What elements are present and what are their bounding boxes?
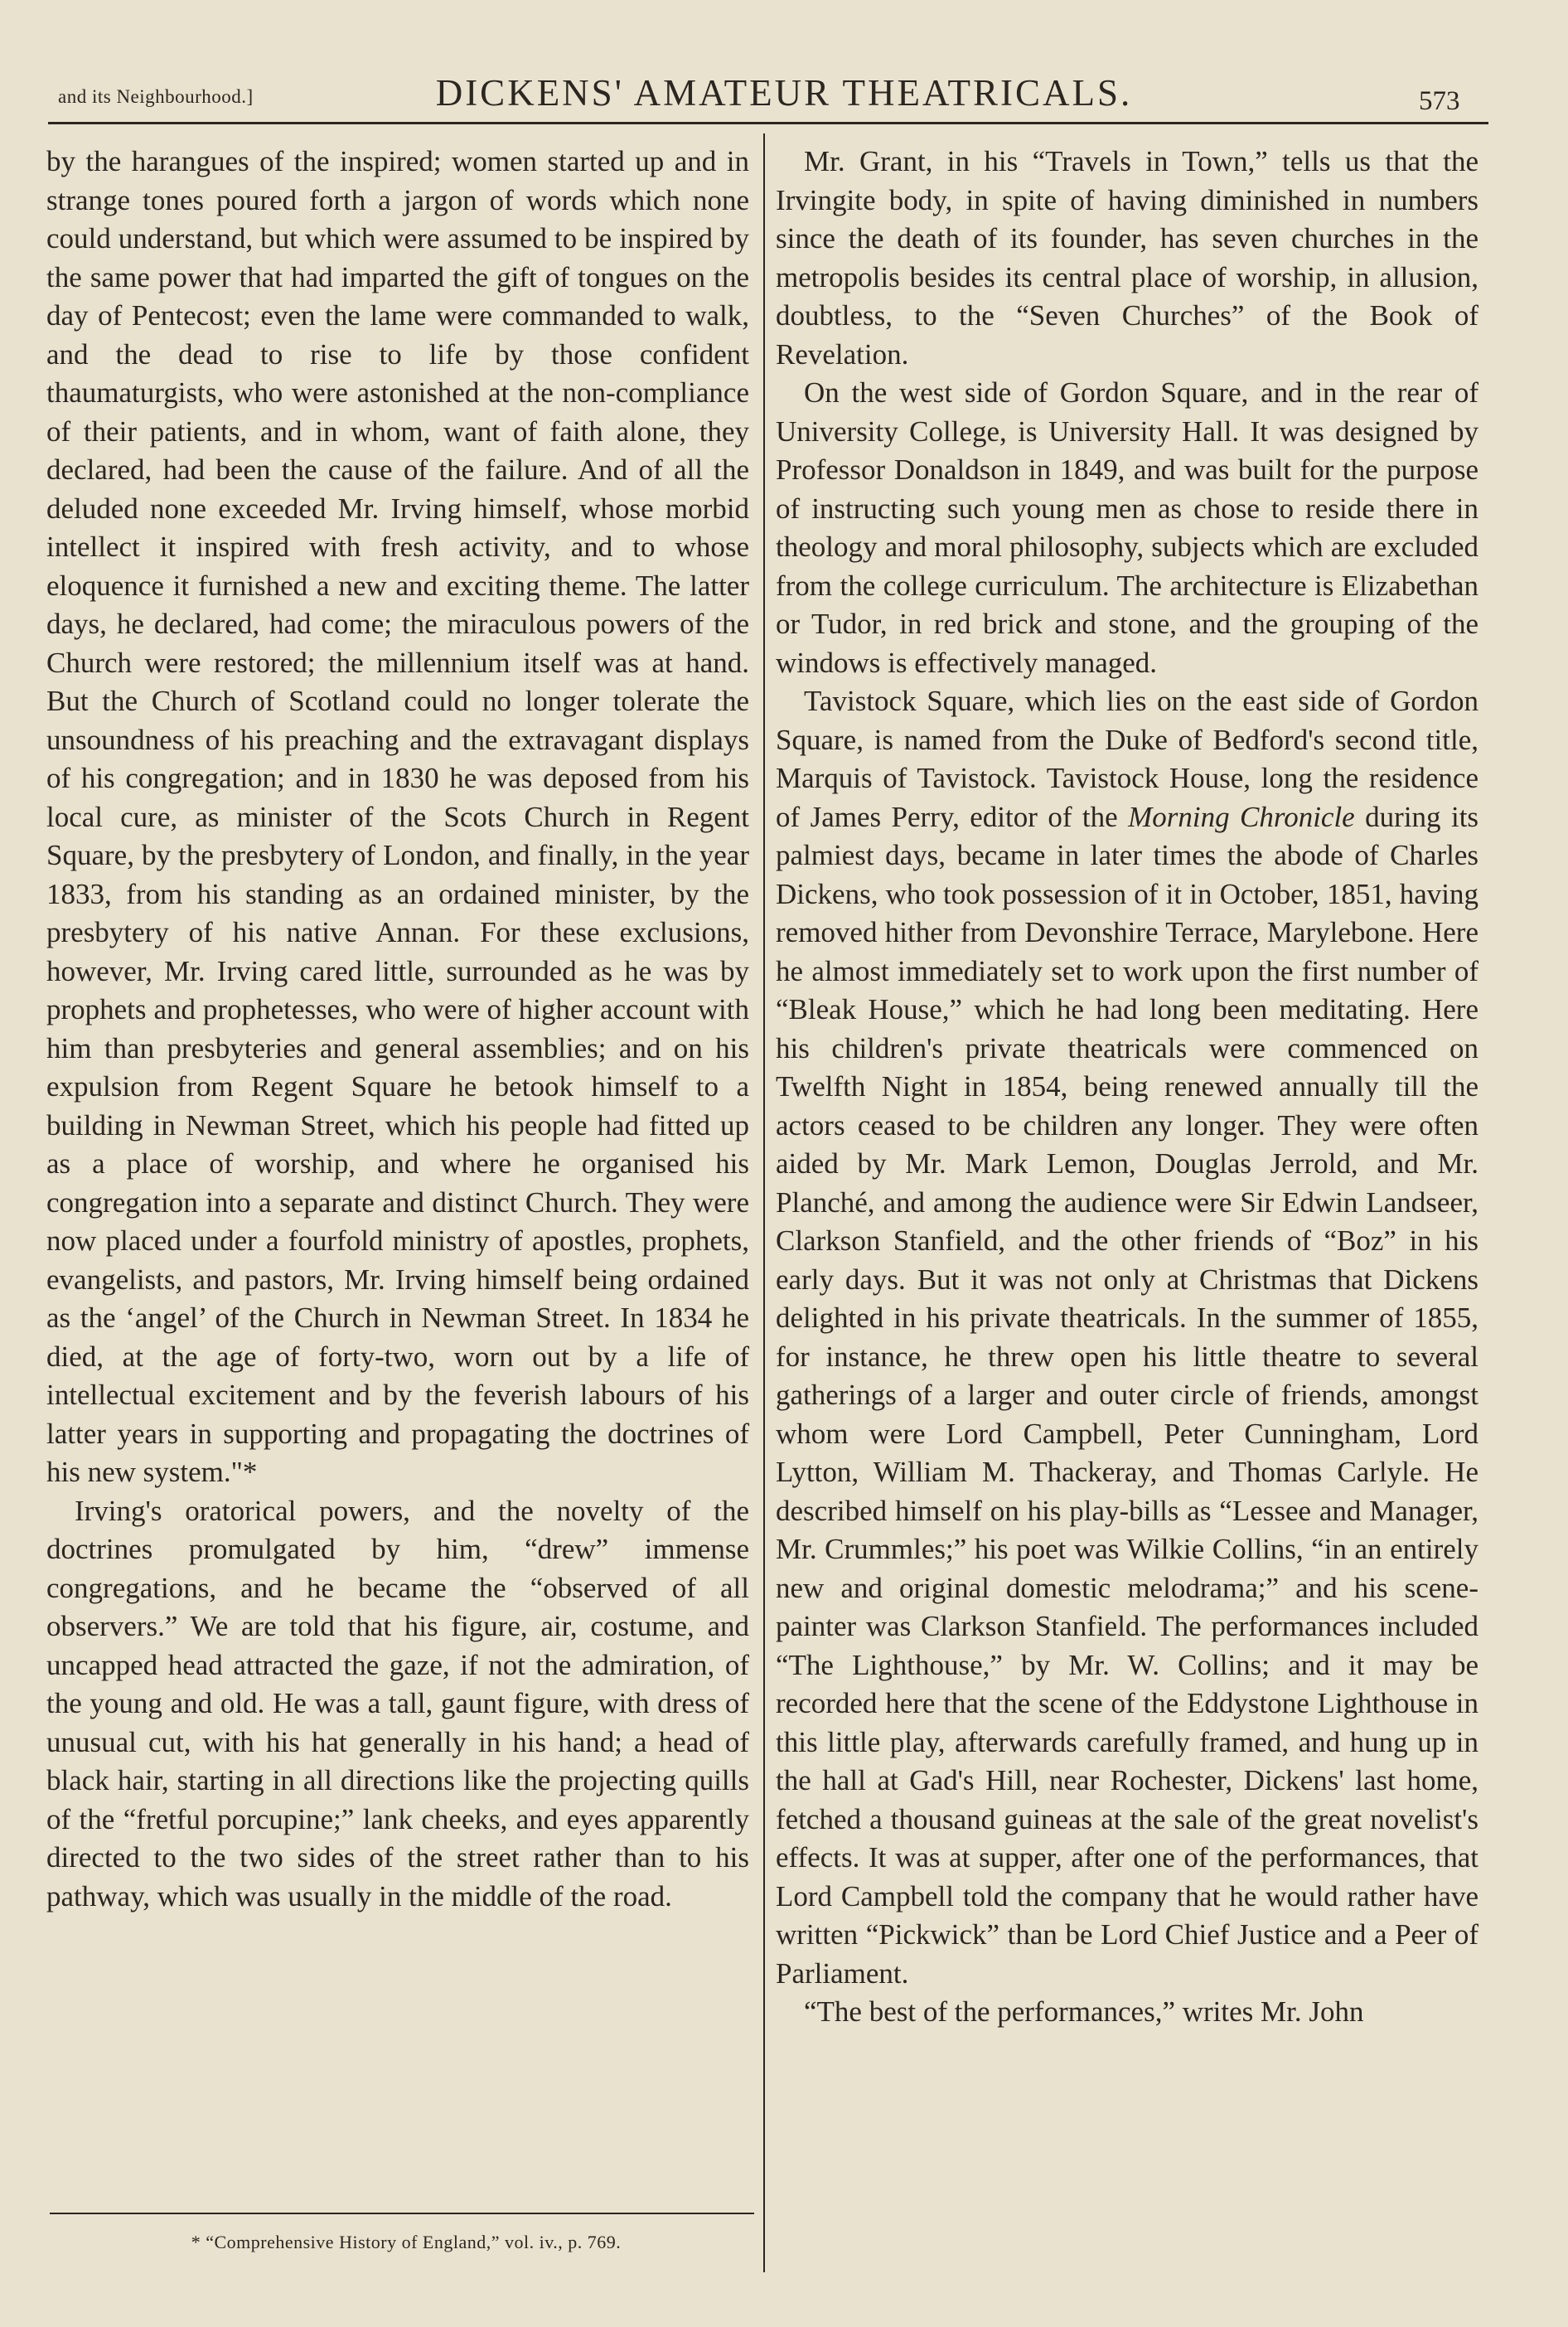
footnote-rule bbox=[50, 2213, 754, 2214]
footnote: * “Comprehensive History of England,” vol. iv., p. 769. bbox=[191, 2232, 622, 2252]
left-column bbox=[46, 143, 749, 1916]
running-head: and its Neighbourhood.] bbox=[58, 86, 254, 107]
column-divider bbox=[763, 133, 765, 2272]
right-column bbox=[776, 143, 1478, 2032]
left-paragraph-2: Irving's oratorical powers, and the novelty of the doctrines promulgated by him, “drew” immense congregations, and he became the “observed of all observers.” We are told that his figure, air, costume, and uncapped head attracted the gaze, if not the admiration, of the young and old. He was a tall, gaunt figure, with dress of unusual cut, with his hat generally in his hand; a head of black hair, starting in all directions like the projecting quills of the “fretful porcupine;” lank cheeks, and eyes apparently directed to the two sides of the street rather than to his pathway, which was usually in the middle of the road. bbox=[46, 1494, 749, 1913]
right-paragraph-2: On the west side of Gordon Square, and in the rear of University College, is University Hall. It was designed by Professor Donaldson in 1849, and was built for the purpose of instructing such young men as chose to reside there in theology and moral philosophy, subjects which are excluded from the college curriculum. The architecture is Elizabethan or Tudor, in red brick and stone, and the grouping of the windows is effectively managed. bbox=[776, 376, 1478, 679]
paragraph-text: Tavistock Square, which lies on the east side of Gordon Square, is named from the Duke of Bedford's second title, Marquis of Tavistock. Tavistock House, long the residence of James Perry, editor of the bbox=[776, 685, 1478, 833]
header-rule bbox=[48, 122, 1488, 124]
page-number: 573 bbox=[1419, 86, 1460, 116]
newspaper-title: Morning Chronicle bbox=[1128, 800, 1355, 833]
right-paragraph-4: “The best of the performances,” writes Mr. John bbox=[804, 1995, 1364, 2028]
left-paragraph-1: by the harangues of the inspired; women started up and in strange tones poured forth a jargon of words which none could understand, but which were assumed to be inspired by the same power that had imparted the gift of tongues on the day of Pentecost; even the lame were commanded to walk, and the dead to rise to life by those confident thaumaturgists, who were astonished at the non-compliance of their patients, and in whom, want of faith alone, they declared, had been the cause of the failure. And of all the deluded none exceeded Mr. Irving himself, whose morbid intellect it inspired with fresh activity, and to whose eloquence it furnished a new and exciting theme. The latter days, he declared, had come; the miraculous powers of the Church were restored; the millennium itself was at hand. But the Church of Scotland could no longer tolerate the unsoundness of his preaching and the extravagant displays of his congregation; and in 1830 he was deposed from his local cure, as minister of the Scots Church in Regent Square, by the presbytery of London, and finally, in the year 1833, from his standing as an ordained minister, by the presbytery of his native Annan. For these exclusions, however, Mr. Irving cared little, surrounded as he was by prophets and prophetesses, who were of higher account with him than presbyteries and general assemblies; and on his expulsion from Regent Square he betook himself to a building in Newman Street, which his people had fitted up as a place of worship, and where he organised his congregation into a separate and distinct Church. They were now placed under a fourfold ministry of apostles, prophets, evangelists, and pastors, Mr. Irving himself being ordained as the ‘angel’ of the Church in Newman Street. In 1834 he died, at the age of forty-two, worn out by a life of intellectual excitement and by the feverish labours of his latter years in supporting and propagating the doctrines of his new system."* bbox=[46, 145, 749, 1488]
right-paragraph-1: Mr. Grant, in his “Travels in Town,” tells us that the Irvingite body, in spite of having diminished in numbers since the death of its founder, has seven churches in the metropolis besides its central place of worship, in allusion, doubtless, to the “Seven Churches” of the Book of Revelation. bbox=[776, 145, 1478, 371]
right-paragraph-3 bbox=[776, 682, 1478, 1993]
paragraph-text: during its palmiest days, became in later times the abode of Charles Dickens, who took possession of it in October, 1851, having removed hither from Devonshire Terrace, Marylebone. Here he almost immediately set to work upon the first number of “Bleak House,” which he had long been meditating. Here his children's private theatricals were commenced on Twelfth Night in 1854, being renewed annually till the actors ceased to be children any longer. They were often aided by Mr. Mark Lemon, Douglas Jerrold, and Mr. Planché, and among the audience were Sir Edwin Landseer, Clarkson Stanfield, and the other friends of “Boz” in his early days. But it was not only at Christmas that Dickens delighted in his private theatricals. In the summer of 1855, for instance, he threw open his little theatre to several gatherings of a larger and outer circle of friends, amongst whom were Lord Campbell, Peter Cunningham, Lord Lytton, William M. Thackeray, and Thomas Carlyle. He described himself on his play-bills as “Lessee and Manager, Mr. Crummles;” his poet was Wilkie Collins, “in an entirely new and original domestic melodrama;” and his scene-painter was Clarkson Stanfield. The performances included “The Lighthouse,” by Mr. W. Collins; and it may be recorded here that the scene of the Eddystone Lighthouse in this little play, afterwards carefully framed, and hung up in the hall at Gad's Hill, near Rochester, Dickens' last home, fetched a thousand guineas at the sale of the great novelist's effects. It was at supper, after one of the performances, that Lord Campbell told the company that he would rather have written “Pickwick” than be Lord Chief Justice and a Peer of Parliament. bbox=[776, 800, 1479, 1990]
page-title: DICKENS' AMATEUR THEATRICALS. bbox=[435, 72, 1133, 114]
